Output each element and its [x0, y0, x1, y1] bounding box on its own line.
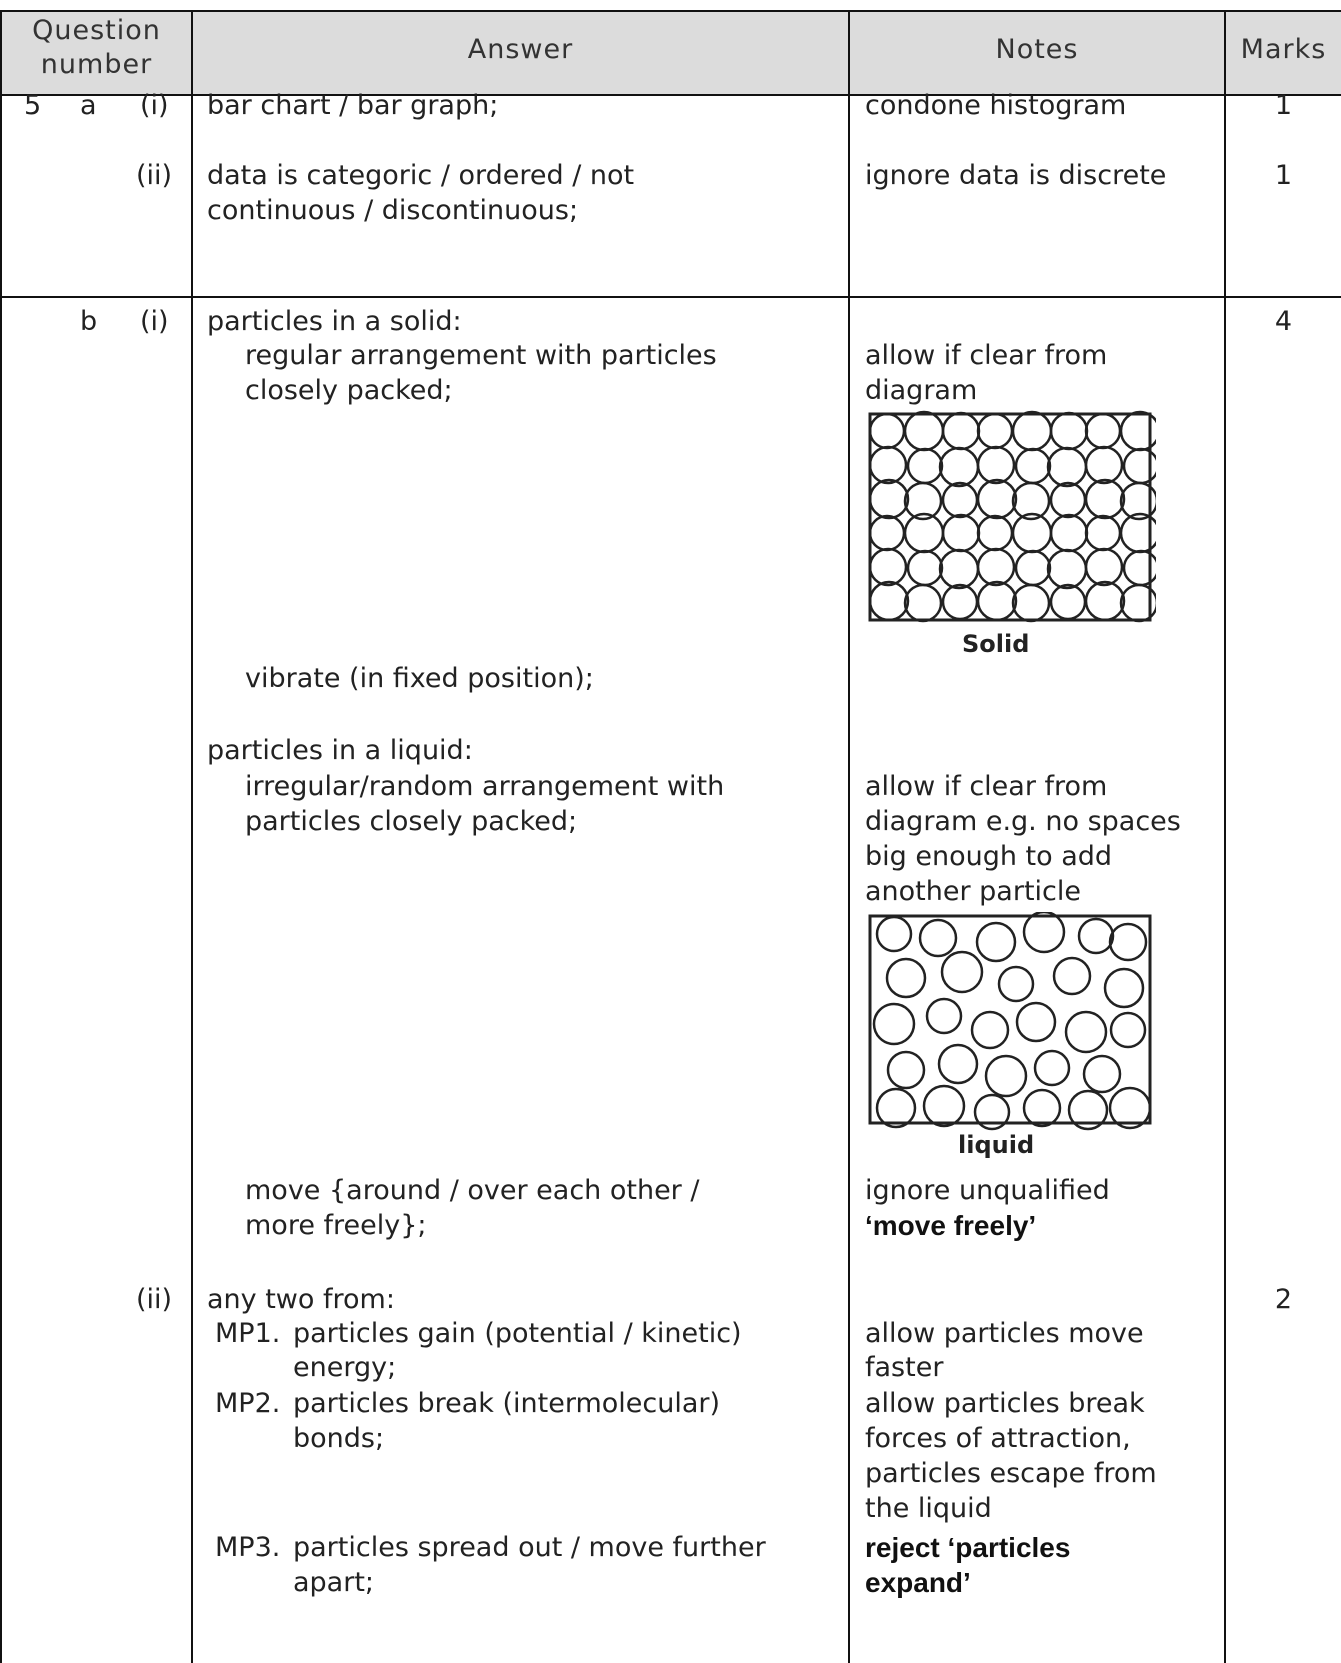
liquid-particle: [972, 1012, 1008, 1048]
liquid-particle: [1066, 1012, 1106, 1052]
solid-particle: [940, 550, 978, 588]
column-divider-notes: [1224, 10, 1226, 1663]
liquid-particle: [939, 1045, 977, 1083]
liquid-particle: [1111, 1013, 1145, 1047]
liquid-diagram-label: liquid: [958, 1131, 1035, 1159]
liquid-particle: [1105, 969, 1143, 1007]
move-note-line2: ‘move freely’: [865, 1210, 1037, 1241]
solid-diagram-label: Solid: [962, 630, 1030, 658]
solid-arrangement-line2: closely packed;: [245, 375, 453, 406]
solid-particle: [1086, 516, 1120, 550]
liquid-particle: [877, 917, 911, 951]
solid-particle: [940, 448, 978, 486]
solid-particle: [978, 447, 1014, 483]
header-question-number: [2, 14, 191, 82]
solid-particle: [1051, 515, 1087, 551]
note-5a-ii: ignore data is discrete: [865, 160, 1167, 191]
liquid-particle: [1024, 912, 1064, 952]
liquid-particle-diagram: [866, 912, 1156, 1162]
solid-particle: [870, 414, 904, 448]
liquid-note-line3: big enough to add: [865, 841, 1113, 872]
liquid-note-line4: another particle: [865, 876, 1081, 907]
solid-particle: [943, 515, 979, 551]
solid-particle: [1086, 447, 1122, 483]
answer-5a-ii-line2: continuous / discontinuous;: [207, 195, 579, 226]
mp2-note-line3: particles escape from: [865, 1458, 1157, 1489]
liquid-arrangement-line2: particles closely packed;: [245, 806, 578, 837]
solid-particle-diagram: [866, 410, 1156, 680]
liquid-particle: [1084, 1056, 1120, 1092]
subpart-a-i: (i): [140, 90, 169, 121]
move-line2: more freely};: [245, 1210, 427, 1241]
header-notes: Notes: [995, 34, 1079, 65]
liquid-particle: [999, 967, 1033, 1001]
solid-particle: [1051, 483, 1085, 517]
solid-particle: [1086, 480, 1124, 518]
question-number: 5: [24, 90, 42, 121]
header-question-line1: Question: [32, 15, 161, 46]
solid-particle: [1086, 549, 1122, 585]
liquid-particle: [986, 1056, 1026, 1096]
liquid-particle: [877, 1089, 915, 1127]
header-border-bottom: [0, 94, 1341, 96]
mp3-line2: apart;: [293, 1567, 375, 1598]
solid-particle: [905, 585, 941, 621]
solid-particle: [943, 585, 977, 619]
mp1-note-line1: allow particles move: [865, 1318, 1144, 1349]
solid-vibrate: vibrate (in fixed position);: [245, 663, 594, 694]
liquid-particle: [1110, 924, 1146, 960]
header-question-line2: number: [40, 49, 153, 80]
subpart-b-i: (i): [140, 306, 169, 337]
marks-5b-ii: 2: [1274, 1284, 1293, 1315]
solid-particle: [908, 449, 942, 483]
solid-particle: [1048, 550, 1086, 588]
solid-particle: [978, 414, 1012, 448]
solid-note-line2: diagram: [865, 375, 978, 406]
liquid-particle: [927, 999, 961, 1033]
solid-particle: [905, 412, 943, 450]
marks-5a-ii: 1: [1274, 160, 1293, 191]
column-divider-answer: [848, 10, 850, 1663]
solid-note-line1: allow if clear from: [865, 340, 1108, 371]
header-answer: Answer: [467, 34, 574, 65]
mp2-note-line2: forces of attraction,: [865, 1423, 1131, 1454]
mp1-line1: particles gain (potential / kinetic): [293, 1318, 742, 1349]
liquid-particle: [1054, 958, 1090, 994]
liquid-particle: [887, 959, 925, 997]
solid-particle: [1016, 449, 1050, 483]
move-note-line1: ignore unqualified: [865, 1175, 1110, 1206]
liquid-heading: particles in a liquid:: [207, 735, 473, 766]
mp2-note-line1: allow particles break: [865, 1388, 1145, 1419]
solid-particle: [978, 582, 1016, 620]
liquid-particle: [977, 923, 1015, 961]
move-line1: move {around / over each other /: [245, 1175, 700, 1206]
marks-5b-i: 4: [1274, 306, 1293, 337]
solid-particle: [908, 551, 942, 585]
marks-5a-i: 1: [1274, 90, 1293, 121]
solid-particle: [1013, 412, 1051, 450]
answer-5a-ii-line1: data is categoric / ordered / not: [207, 160, 635, 191]
mp1-note-line2: faster: [865, 1352, 944, 1383]
solid-particle: [1013, 585, 1049, 621]
liquid-note-line2: diagram e.g. no spaces: [865, 806, 1181, 837]
row-a-border-bottom: [0, 296, 1341, 298]
table-border-top: [0, 10, 1341, 12]
solid-particle: [978, 480, 1016, 518]
question-part-a: a: [80, 90, 97, 121]
mp3-line1: particles spread out / move further: [293, 1532, 766, 1563]
subpart-b-ii: (ii): [136, 1284, 173, 1315]
column-divider-question: [191, 10, 193, 1663]
subpart-a-ii: (ii): [136, 160, 173, 191]
table-border-left: [0, 10, 2, 1663]
mp2-label: MP2.: [215, 1388, 281, 1419]
question-part-b: b: [80, 306, 98, 337]
liquid-particle: [1035, 1051, 1069, 1085]
solid-particle: [1051, 585, 1085, 619]
mp3-note-line1: reject ‘particles: [865, 1532, 1071, 1563]
solid-particle: [870, 480, 908, 518]
solid-particle: [1086, 582, 1124, 620]
header-marks: Marks: [1240, 34, 1327, 65]
mp2-line2: bonds;: [293, 1423, 385, 1454]
liquid-particle: [1079, 919, 1113, 953]
liquid-particle: [1017, 1003, 1055, 1041]
liquid-particle: [1024, 1090, 1060, 1126]
liquid-particle: [920, 920, 956, 956]
any-two-intro: any two from:: [207, 1284, 395, 1315]
solid-particle: [870, 582, 908, 620]
solid-particle: [1016, 551, 1050, 585]
solid-heading: particles in a solid:: [207, 306, 462, 337]
liquid-particle: [942, 952, 982, 992]
liquid-arrangement-line1: irregular/random arrangement with: [245, 771, 725, 802]
solid-particle: [1048, 448, 1086, 486]
solid-particle: [978, 516, 1012, 550]
solid-particle: [870, 447, 906, 483]
answer-5a-i: bar chart / bar graph;: [207, 90, 499, 121]
solid-particle: [870, 549, 906, 585]
solid-arrangement-line1: regular arrangement with particles: [245, 340, 717, 371]
liquid-particle: [874, 1004, 914, 1044]
mp3-label: MP3.: [215, 1532, 281, 1563]
mp1-label: MP1.: [215, 1318, 281, 1349]
liquid-note-line1: allow if clear from: [865, 771, 1108, 802]
liquid-particle: [924, 1086, 964, 1126]
solid-particle: [1086, 414, 1120, 448]
solid-particle: [870, 516, 904, 550]
mp1-line2: energy;: [293, 1352, 397, 1383]
solid-particle: [943, 483, 977, 517]
mp3-note-line2: expand’: [865, 1567, 971, 1598]
note-5a-i: condone histogram: [865, 90, 1127, 121]
solid-particle: [943, 413, 979, 449]
mp2-line1: particles break (intermolecular): [293, 1388, 721, 1419]
liquid-particle: [888, 1052, 924, 1088]
solid-particle: [978, 549, 1014, 585]
solid-particle: [1051, 413, 1087, 449]
mp2-note-line4: the liquid: [865, 1493, 992, 1524]
